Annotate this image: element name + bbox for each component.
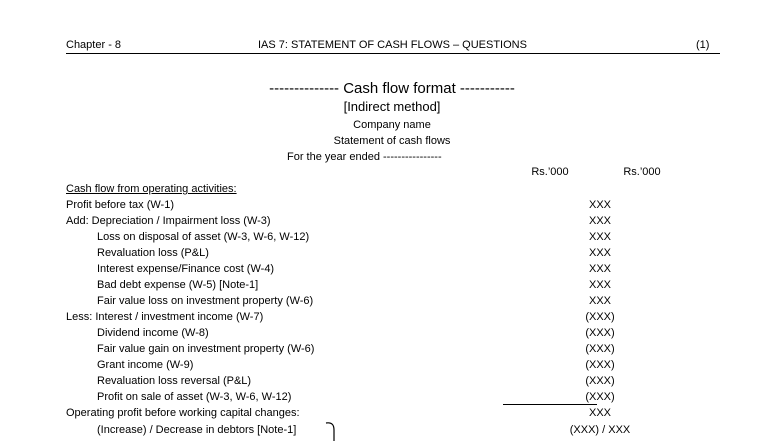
row-value: (XXX) — [585, 359, 615, 371]
row-value: XXX — [588, 231, 611, 243]
row-value: XXX — [588, 247, 611, 259]
company-name: Company name — [353, 119, 431, 131]
subtotal-rule — [503, 404, 597, 405]
row-value: (XXX) / XXX — [569, 424, 631, 436]
statement-name: Statement of cash flows — [333, 135, 451, 147]
table-row — [66, 392, 766, 408]
format-title: -------------- Cash flow format ----------- — [269, 80, 515, 97]
table-row — [66, 280, 766, 296]
row-label: Less: Interest / investment income (W-7) — [66, 311, 264, 323]
table-row — [66, 232, 766, 248]
row-value: XXX — [588, 295, 611, 307]
row-value: (XXX) — [585, 311, 615, 323]
column-header-2: Rs.’000 — [623, 166, 661, 178]
row-label: Interest expense/Finance cost (W-4) — [97, 263, 275, 275]
row-label: Revaluation loss (P&L) — [97, 247, 209, 259]
table-row — [66, 376, 766, 392]
header-divider — [66, 53, 720, 54]
row-value: (XXX) — [585, 391, 615, 403]
row-label: (Increase) / Decrease in debtors [Note-1] — [97, 424, 297, 436]
table-row — [66, 200, 766, 216]
row-label: Fair value gain on investment property (W-6) — [97, 343, 315, 355]
page-number: (1) — [696, 39, 710, 51]
table-row — [66, 328, 766, 344]
row-value: (XXX) — [585, 327, 615, 339]
period-label: For the year ended ---------------- — [287, 151, 442, 163]
table-row — [66, 216, 766, 232]
method-label: [Indirect method] — [343, 99, 441, 114]
column-header-1: Rs.’000 — [531, 166, 569, 178]
row-label: Bad debt expense (W-5) [Note-1] — [97, 279, 259, 291]
table-row — [66, 408, 766, 424]
row-label: Fair value loss on investment property (W-6) — [97, 295, 314, 307]
row-label: Profit before tax (W-1) — [66, 199, 174, 211]
row-label: Dividend income (W-8) — [97, 327, 209, 339]
row-value: XXX — [588, 215, 611, 227]
row-value: (XXX) — [585, 375, 615, 387]
row-label: Add: Depreciation / Impairment loss (W-3) — [66, 215, 271, 227]
table-row — [66, 248, 766, 264]
row-label: Profit on sale of asset (W-3, W-6, W-12) — [97, 391, 292, 403]
row-value: XXX — [588, 279, 611, 291]
row-label: Revaluation loss reversal (P&L) — [97, 375, 252, 387]
chapter-label: Chapter - 8 — [66, 39, 122, 51]
table-row — [66, 264, 766, 280]
table-row — [66, 312, 766, 328]
row-value: XXX — [588, 263, 611, 275]
section-heading: Cash flow from operating activities: — [66, 183, 237, 195]
row-value: XXX — [588, 407, 611, 419]
table-row — [66, 425, 766, 441]
row-value: (XXX) — [585, 343, 615, 355]
table-row — [66, 360, 766, 376]
header-title: IAS 7: STATEMENT OF CASH FLOWS – QUESTIONS — [258, 39, 527, 51]
row-label: Grant income (W-9) — [97, 359, 194, 371]
row-label: Operating profit before working capital changes: — [66, 407, 300, 419]
row-label: Loss on disposal of asset (W-3, W-6, W-12) — [97, 231, 310, 243]
table-row — [66, 344, 766, 360]
row-value: XXX — [588, 199, 611, 211]
table-row — [66, 296, 766, 312]
bracket-mark-icon — [324, 420, 340, 441]
